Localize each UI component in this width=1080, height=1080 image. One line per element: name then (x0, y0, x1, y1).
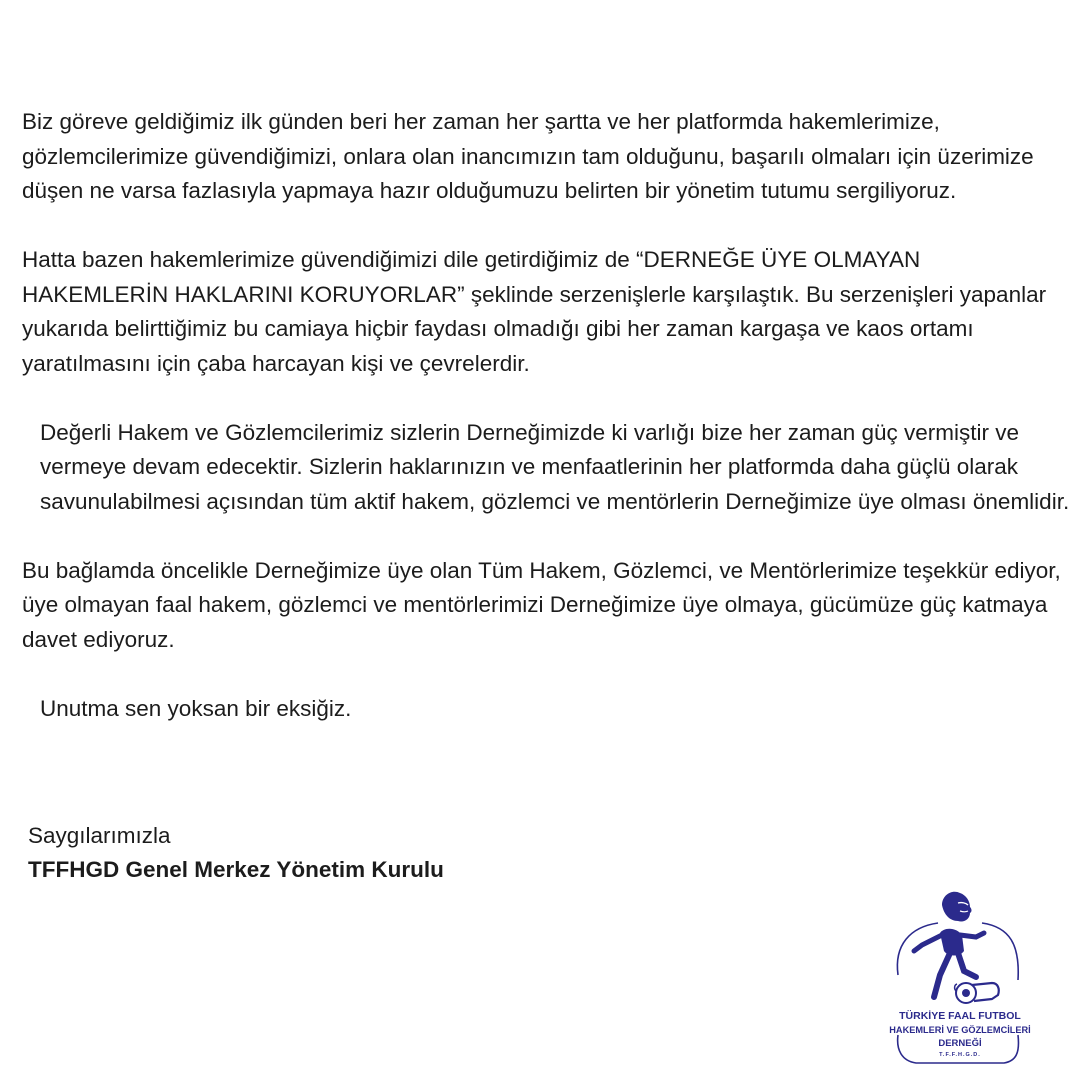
logo-line-3: DERNEĞİ (938, 1038, 982, 1049)
signature: TFFHGD Genel Merkez Yönetim Kurulu (28, 857, 444, 882)
paragraph-members: Değerli Hakem ve Gözlemcilerimiz sizlerin Derneğimizde ki varlığı bize her zaman güç vermiştir ve vermeye devam edecektir. Sizlerin haklarınızın ve menfaatlerinin her platformda daha güçlü olarak savunulabilmesi açısından tüm aktif hakem, gözlemci ve mentörlerin Derneğimize üye olması önemlidir. (40, 419, 1070, 514)
paragraph-slogan: Unutma sen yoksan bir eksiğiz. (40, 695, 352, 721)
closing-salutation: Saygılarımızla (28, 823, 171, 848)
logo-line-4: T.F.F.H.G.D. (939, 1052, 981, 1058)
association-logo (880, 885, 1040, 1070)
letter-body (22, 105, 1072, 761)
paragraph-commitment: Biz göreve geldiğimiz ilk günden beri her zaman her şartta ve her platformda hakemlerimize, gözlemcilerimize güvendiğimizi, onlara olan inancımızın tam olduğunu, başarılı olmaları için üzerimize düşen ne varsa fazlasıyla yapmaya hazır olduğumuzu belirten bir yönetim tutumu sergiliyoruz. (22, 109, 1034, 203)
paragraph-criticism: Hatta bazen hakemlerimize güvendiğimizi dile getirdiğimiz de “DERNEĞE ÜYE OLMAYAN HAKEMLERİN HAKLARINI KORUYORLAR” şeklinde serzenişlerle karşılaştık. Bu serzenişleri yapanlar yukarıda belirttiğimiz bu camiaya hiçbir faydası olmadığı gibi her zaman kargaşa ve kaos ortamı yaratılmasını için çaba harcayan kişi ve çevrelerdir. (22, 247, 1047, 376)
logo-line-2: HAKEMLERİ VE GÖZLEMCİLERİ (889, 1025, 1031, 1035)
logo-line-1: TÜRKİYE FAAL FUTBOL (899, 1010, 1021, 1022)
closing-block (28, 819, 444, 887)
paragraph-invitation: Bu bağlamda öncelikle Derneğimize üye olan Tüm Hakem, Gözlemci, ve Mentörlerimize teşekkür ediyor, üye olmayan faal hakem, gözlemci ve mentörlerimizi Derneğimize üye olmaya, gücümüze güç katmaya davet ediyoruz. (22, 557, 1061, 652)
